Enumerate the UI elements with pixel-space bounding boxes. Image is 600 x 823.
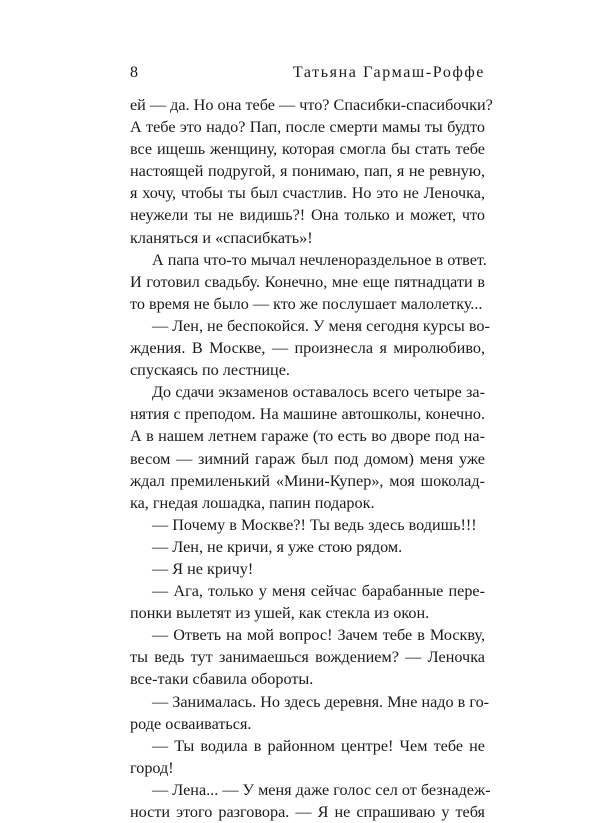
text-line: ждения. В Москве, — произнесла я миролюбиво, bbox=[130, 339, 485, 358]
text-line: И готовил свадьбу. Конечно, мне еще пятнадцати в bbox=[130, 272, 485, 291]
text-line: А в нашем летнем гараже (то есть во дворе под на- bbox=[130, 427, 485, 446]
text-line: спускаясь по лестнице. bbox=[130, 361, 290, 380]
text-line: понки вылетят из ушей, как стекла из окон. bbox=[130, 604, 430, 623]
text-line: — Ответь на мой вопрос! Зачем тебе в Москву, bbox=[152, 626, 485, 645]
text-line: роде осваиваться. bbox=[130, 714, 252, 733]
text-line: — Ты водила в районном центре! Чем тебе не bbox=[152, 736, 485, 755]
text-line: ждал премиленький «Мини-Купер», моя шоколад- bbox=[130, 471, 485, 490]
text-line: До сдачи экзаменов оставалось всего четыре за- bbox=[152, 383, 485, 402]
text-line: настоящей подругой, я понимаю, пап, я не ревную, bbox=[130, 162, 485, 181]
text-line: ка, гнедая лошадка, папин подарок. bbox=[130, 493, 375, 512]
text-line: ты ведь тут занимаешься вождением? — Леночка bbox=[130, 648, 485, 667]
page-number: 8 bbox=[130, 64, 138, 81]
text-line: все ищешь женщину, которая смогла бы стать тебе bbox=[130, 140, 485, 159]
text-line: все-таки сбавила обороты. bbox=[130, 670, 314, 689]
text-line: город! bbox=[130, 758, 174, 777]
page-header bbox=[130, 63, 485, 83]
text-line: неужели ты не видишь?! Она только и может, что bbox=[130, 206, 485, 225]
body-text bbox=[130, 94, 493, 823]
text-line: весом — зимний гараж был под домом) меня уже bbox=[130, 449, 485, 468]
text-line: — Ага, только у меня сейчас барабанные пере- bbox=[152, 582, 485, 601]
text-line: ности этого разговора. — Я не спрашиваю у тебя bbox=[130, 803, 485, 821]
running-head-author: Татьяна Гармаш-Роффе bbox=[292, 64, 485, 81]
text-line: — Занималась. Но здесь деревня. Мне надо в го- bbox=[152, 692, 490, 711]
text-line: ей — да. Но она тебе — что? Спасибки-спасибочки? bbox=[130, 96, 493, 114]
text-line: — Лен, не кричи, я уже стою рядом. bbox=[152, 537, 403, 556]
text-line: я хочу, чтобы ты был счастлив. Но это не Леночка, bbox=[130, 184, 485, 203]
text-line: нятия с преподом. На машине автошколы, конечно. bbox=[130, 405, 485, 424]
text-line: — Я не кричу! bbox=[152, 559, 254, 578]
text-line: — Почему в Москве?! Ты ведь здесь водишь!!! bbox=[152, 515, 477, 534]
text-line: А папа что-то мычал нечленораздельное в ответ. bbox=[152, 250, 487, 269]
text-line: то время не было — кто же послушает малолетку... bbox=[130, 294, 483, 313]
text-line: кланяться и «спасибкать»! bbox=[130, 228, 313, 247]
text-line: А тебе это надо? Пап, после смерти мамы ты будто bbox=[130, 118, 485, 137]
text-line: — Лена... — У меня даже голос сел от безнадеж- bbox=[152, 780, 491, 799]
text-line: — Лен, не беспокойся. У меня сегодня курсы во- bbox=[152, 316, 490, 335]
